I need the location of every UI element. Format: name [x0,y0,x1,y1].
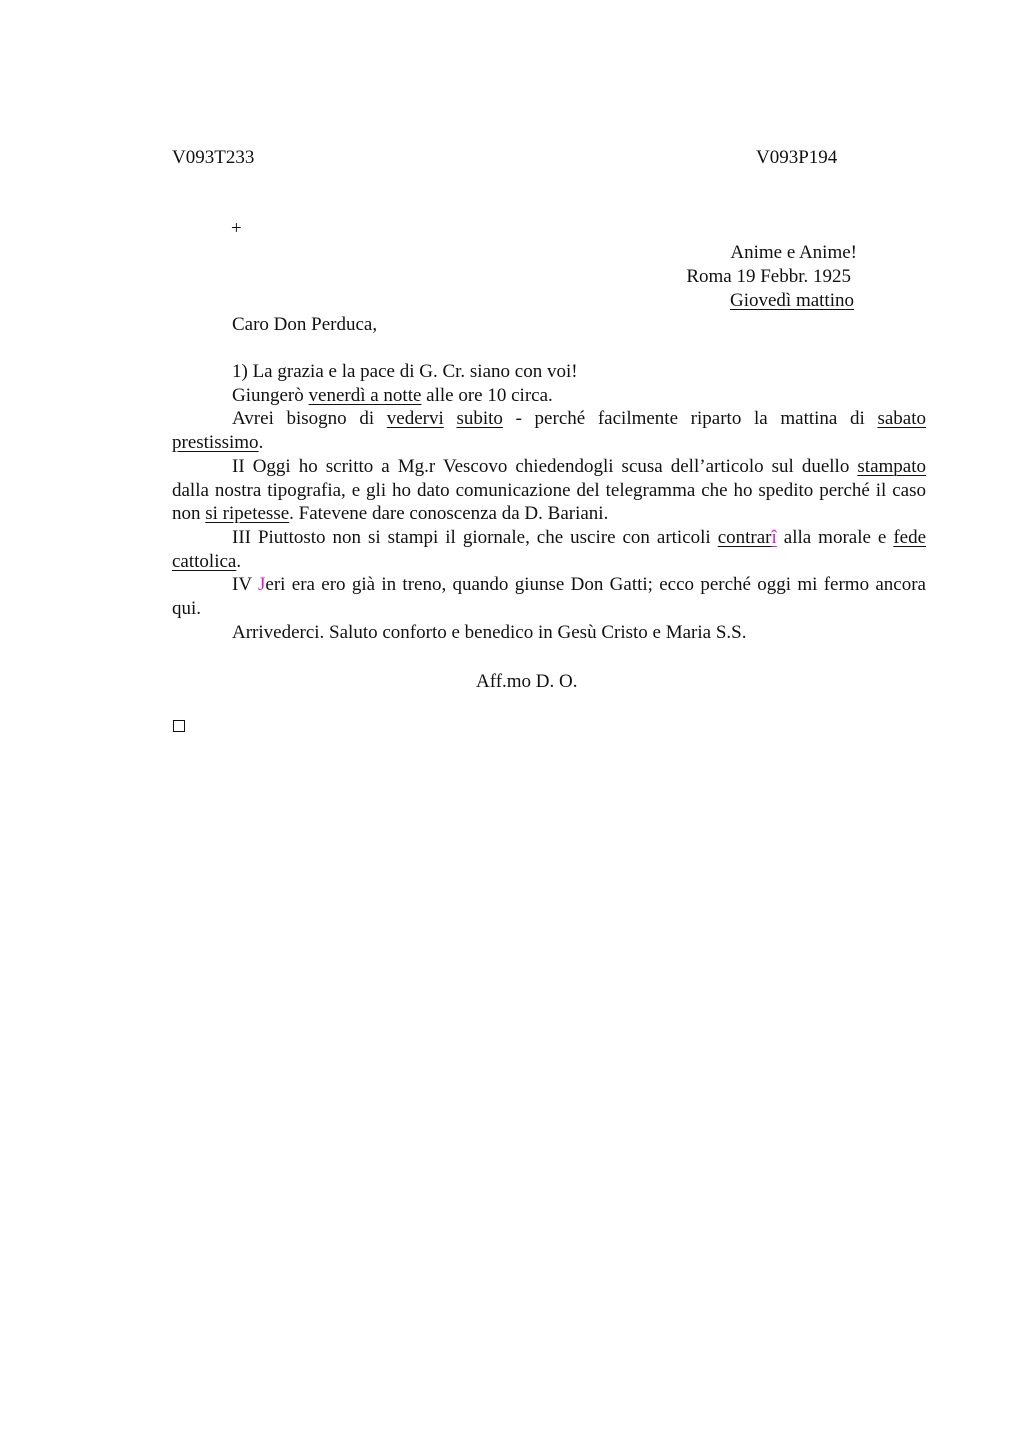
paragraph-6: IV Jeri era ero già in treno, quando giunse Don Gatti; ecco perché oggi mi fermo ancora qui. [172,574,926,620]
letter-body [172,360,926,644]
paragraph-5: III Piuttosto non si stampi il giornale, che uscire con articoli contrarî alla morale e fede cattolica. [172,526,927,572]
left-archive-code: V093T233 [172,147,255,168]
cross-mark: + [231,218,242,239]
correction-mark: î [771,526,777,548]
end-box-icon [173,720,185,732]
underlined-word: contrar [717,526,772,548]
greeting: Caro Don Perduca, [232,314,378,335]
underlined-word: vedervi [386,408,444,430]
underlined-phrase: fede cattolica [172,526,927,572]
underlined-word: subito [456,408,503,430]
day-time: Giovedì mattino [729,290,854,311]
underlined-phrase: si ripetesse [205,503,290,525]
paragraph-4: II Oggi ho scritto a Mg.r Vescovo chiedendogli scusa dell’articolo sul duello stampato dalla nostra tipografia, e gli ho dato comunicazione del telegramma che ho spedito perché il caso non si ripetesse. Fatevene dare conoscenza da D. Bariani. [172,455,926,525]
underlined-phrase: venerdì a notte [308,384,422,406]
paragraph-7: Arrivederci. Saluto conforto e benedico in Gesù Cristo e Maria S.S. [232,621,747,643]
right-archive-code: V093P194 [756,147,838,168]
underlined-phrase: sabato prestissimo [172,408,927,454]
paragraph-2: Giungerò venerdì a notte alle ore 10 circa. [232,384,553,406]
underlined-word: stampato [857,455,926,477]
correction-mark: J [258,574,266,596]
paragraph-1: 1) La grazia e la pace di G. Cr. siano con voi! [232,361,578,382]
motto: Anime e Anime! [730,242,857,263]
signature: Aff.mo D. O. [476,671,578,692]
place-date: Roma 19 Febbr. 1925 [686,266,851,287]
paragraph-3: Avrei bisogno di vedervi subito - perché facilmente riparto la mattina di sabato prestissimo. [172,408,927,454]
